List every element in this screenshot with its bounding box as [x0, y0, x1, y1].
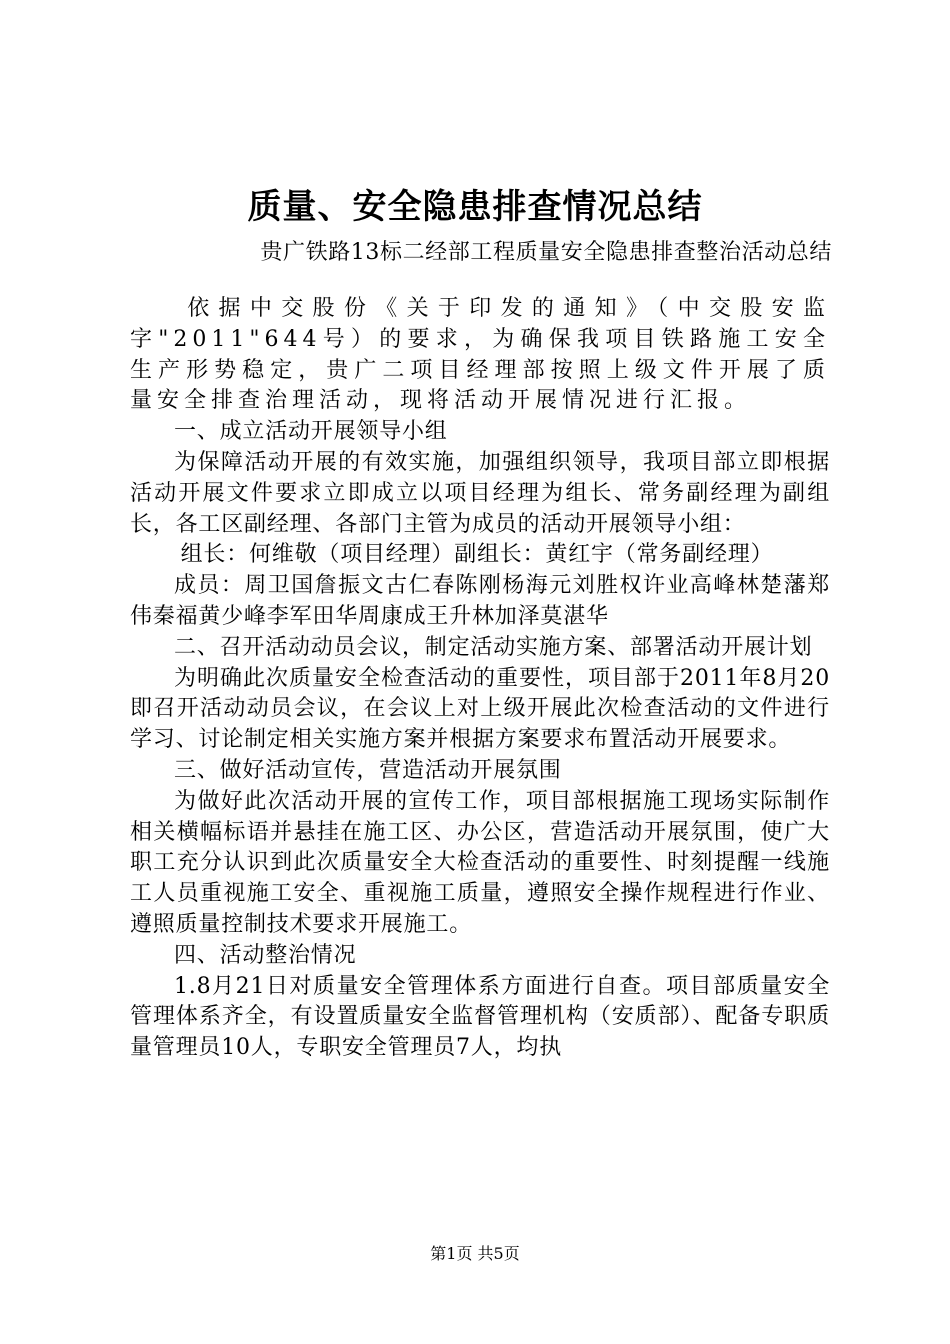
paragraph: 1.8月21日对质量安全管理体系方面进行自查。项目部质量安全管理体系齐全，有设置质量安全监督管理机构（安质部）、配备专职质量管理员10人，专职安全管理员7人，均执: [130, 973, 830, 1061]
section-heading-4: 四、活动整治情况: [174, 942, 357, 968]
paragraph-members: 成员：周卫国詹振文古仁春陈刚杨海元刘胜权许业高峰林楚藩郑伟秦福黄少峰李军田华周康成王升林加泽莫湛华: [130, 573, 830, 629]
section-heading-3: 三、做好活动宣传，营造活动开展氛围: [174, 757, 562, 783]
paragraph: 为做好此次活动开展的宣传工作，项目部根据施工现场实际制作相关横幅标语并悬挂在施工区、办公区，营造活动开展氛围，使广大职工充分认识到此次质量安全大检查活动的重要性、时刻提醒一线施工人员重视施工安全、重视施工质量，遵照安全操作规程进行作业、遵照质量控制技术要求开展施工。: [130, 788, 830, 937]
paragraph-leaders: 组长：何维敬（项目经理）副组长：黄红宇（常务副经理）: [180, 542, 774, 568]
page-footer: 第1页 共5页: [430, 1244, 520, 1263]
paragraph: 为明确此次质量安全检查活动的重要性，项目部于2011年8月20即召开活动动员会议，在会议上对上级开展此次检查活动的文件进行学习、讨论制定相关实施方案并根据方案要求布置活动开展要求。: [130, 665, 830, 753]
paragraph: 为保障活动开展的有效实施，加强组织领导，我项目部立即根据活动开展文件要求立即成立以项目经理为组长、常务副经理为副组长，各工区副经理、各部门主管为成员的活动开展领导小组：: [130, 449, 830, 537]
document-subtitle: 贵广铁路13标二经部工程质量安全隐患排查整治活动总结: [260, 240, 832, 265]
document-title: 质量、安全隐患排查情况总结: [247, 187, 703, 227]
section-heading-2: 二、召开活动动员会议，制定活动实施方案、部署活动开展计划: [174, 634, 813, 660]
paragraph-intro: 依据中交股份《关于印发的通知》（中交股安监字"2011"644号）的要求，为确保我项目铁路施工安全生产形势稳定，贵广二项目经理部按照上级文件开展了质量安全排查治理活动，现将活动开展情况进行汇报。: [130, 296, 830, 414]
document-body: [130, 294, 830, 1064]
section-heading-1: 一、成立活动开展领导小组: [174, 419, 448, 445]
